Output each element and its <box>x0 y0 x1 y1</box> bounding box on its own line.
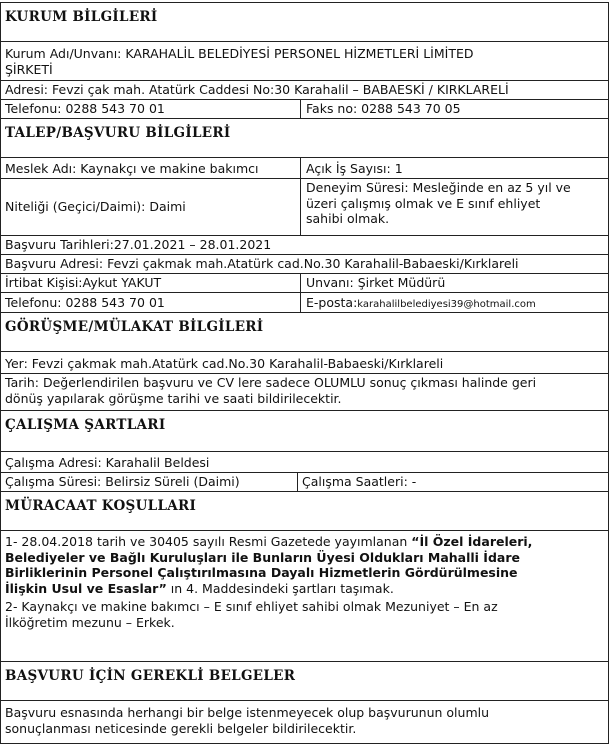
talep-acik-is: Açık İş Sayısı: 1 <box>306 161 403 176</box>
divider <box>0 99 609 100</box>
divider <box>0 273 609 274</box>
tarih-line2: dönüş yapılarak görüşme tarihi ve saati bildirilecektir. <box>5 390 342 406</box>
talep-heading-text: TALEP/BAŞVURU BİLGİLERİ <box>5 125 231 141</box>
deneyim-line2: üzeri çalışmış olmak ve E sınıf ehliyet <box>306 195 541 211</box>
talep-niteligi: Niteliği (Geçici/Daimi): Daimi <box>5 199 186 214</box>
border-right <box>608 158 609 312</box>
p1-bold3: Birliklerinin Personel Çalıştırılmasına Dayalı Hizmetlerin Gördürülmesine <box>5 565 518 580</box>
border-right <box>608 352 609 410</box>
section-talep-heading <box>0 118 609 158</box>
kurum-address: Adresi: Fevzi çak mah. Atatürk Caddesi No:30 Karahalil – BABAESKİ / KIRKLARELİ <box>5 82 509 97</box>
kurum-fax: Faks no: 0288 543 70 05 <box>306 101 461 116</box>
belgeler-line1: Başvuru esnasında herhangi bir belge istenmeyecek olup başvurunun olumlu <box>5 705 490 720</box>
kurum-name <box>5 46 605 77</box>
muracaat-heading-text: MÜRACAAT KOŞULLARI <box>5 498 197 514</box>
cell-divider <box>300 273 301 312</box>
p1-bold1: “İl Özel İdareleri, <box>411 534 533 549</box>
talep-unvan: Unvanı: Şirket Müdürü <box>306 275 446 290</box>
talep-irtibat: İrtibat Kişisi:Aykut YAKUT <box>5 275 162 290</box>
deneyim-line3: sahibi olmak. <box>306 211 390 226</box>
gorusme-tarih <box>5 375 605 406</box>
p1-bold4: İlişkin Usul ve Esaslar” <box>5 580 167 596</box>
cell-divider <box>300 99 301 118</box>
p1-text-a: 1- 28.04.2018 tarih ve 30405 sayılı Resmi Gazetede yayımlanan <box>5 534 412 549</box>
deneyim-line1: Deneyim Süresi: Mesleğinde en az 5 yıl ve <box>306 180 571 195</box>
gorusme-heading-text: GÖRÜŞME/MÜLAKAT BİLGİLERİ <box>5 319 264 335</box>
section-kurum-heading <box>0 2 609 42</box>
border-left <box>0 158 1 312</box>
eposta-value: karahalilbelediyesi39@hotmail.com <box>357 299 536 310</box>
talep-meslek: Meslek Adı: Kaynakçı ve makine bakımcı <box>5 161 259 176</box>
calisma-sure: Çalışma Süresi: Belirsiz Süreli (Daimi) <box>5 474 240 489</box>
divider <box>0 373 609 374</box>
divider <box>0 178 609 179</box>
divider <box>0 292 609 293</box>
section-belgeler-heading <box>0 661 609 701</box>
belgeler-heading-text: BAŞVURU İÇİN GEREKLİ BELGELER <box>5 668 296 684</box>
border-right <box>608 701 609 743</box>
section-muracaat-heading <box>0 491 609 531</box>
muracaat-p2 <box>5 599 605 630</box>
calisma-heading-text: ÇALIŞMA ŞARTLARI <box>5 417 166 433</box>
kurum-heading-text: KURUM BİLGİLERİ <box>5 9 158 25</box>
divider <box>0 254 609 255</box>
border-bottom <box>0 743 609 744</box>
border-left <box>0 42 1 118</box>
border-right <box>608 531 609 661</box>
calisma-saatler: Çalışma Saatleri: - <box>302 474 417 489</box>
divider <box>0 80 609 81</box>
calisma-adres: Çalışma Adresi: Karahalil Beldesi <box>5 455 210 470</box>
section-gorusme-heading <box>0 312 609 352</box>
talep-telefon: Telefonu: 0288 543 70 01 <box>5 295 165 310</box>
tarih-line1: Tarih: Değerlendirilen başvuru ve CV lere sadece OLUMLU sonuç çıkması halinde geri <box>5 375 537 390</box>
divider <box>0 235 609 236</box>
kurum-name-line2: ŞİRKETİ <box>5 61 53 77</box>
talep-deneyim <box>306 180 606 227</box>
talep-adres: Başvuru Adresi: Fevzi çakmak mah.Atatürk cad.No.30 Karahalil-Babaeski/Kırklareli <box>5 256 519 271</box>
border-right <box>608 452 609 491</box>
section-calisma-heading <box>0 410 609 452</box>
eposta-label: E-posta: <box>306 295 358 310</box>
gorusme-yer: Yer: Fevzi çakmak mah.Atatürk cad.No.30 Karahalil-Babaeski/Kırklareli <box>5 356 444 371</box>
kurum-phone: Telefonu: 0288 543 70 01 <box>5 101 165 116</box>
divider <box>0 472 609 473</box>
muracaat-p1 <box>5 534 605 596</box>
belgeler-line2: sonuçlanması neticesinde gerekli belgeler bildirilecektir. <box>5 720 357 736</box>
cell-divider <box>297 472 298 491</box>
border-left <box>0 452 1 491</box>
cell-divider <box>300 158 301 235</box>
talep-eposta <box>306 295 606 313</box>
talep-tarihler: Başvuru Tarihleri:27.01.2021 – 28.01.2021 <box>5 237 272 252</box>
border-left <box>0 352 1 410</box>
p2-line2: İlköğretim mezunu – Erkek. <box>5 614 175 630</box>
belgeler-text <box>5 705 605 736</box>
border-left <box>0 701 1 743</box>
p1-bold2: Belediyeler ve Bağlı Kuruluşları ile Bunların Üyesi Oldukları Mahalli İdare <box>5 549 520 565</box>
border-left <box>0 531 1 661</box>
border-right <box>608 42 609 118</box>
p2-line1: 2- Kaynakçı ve makine bakımcı – E sınıf ehliyet sahibi olmak Mezuniyet – En az <box>5 599 498 614</box>
kurum-name-line1: Kurum Adı/Unvanı: KARAHALİL BELEDİYESİ PERSONEL HİZMETLERİ LİMİTED <box>5 46 474 61</box>
p1-text-b: ın 4. Maddesindeki şartları taşımak. <box>166 580 394 596</box>
